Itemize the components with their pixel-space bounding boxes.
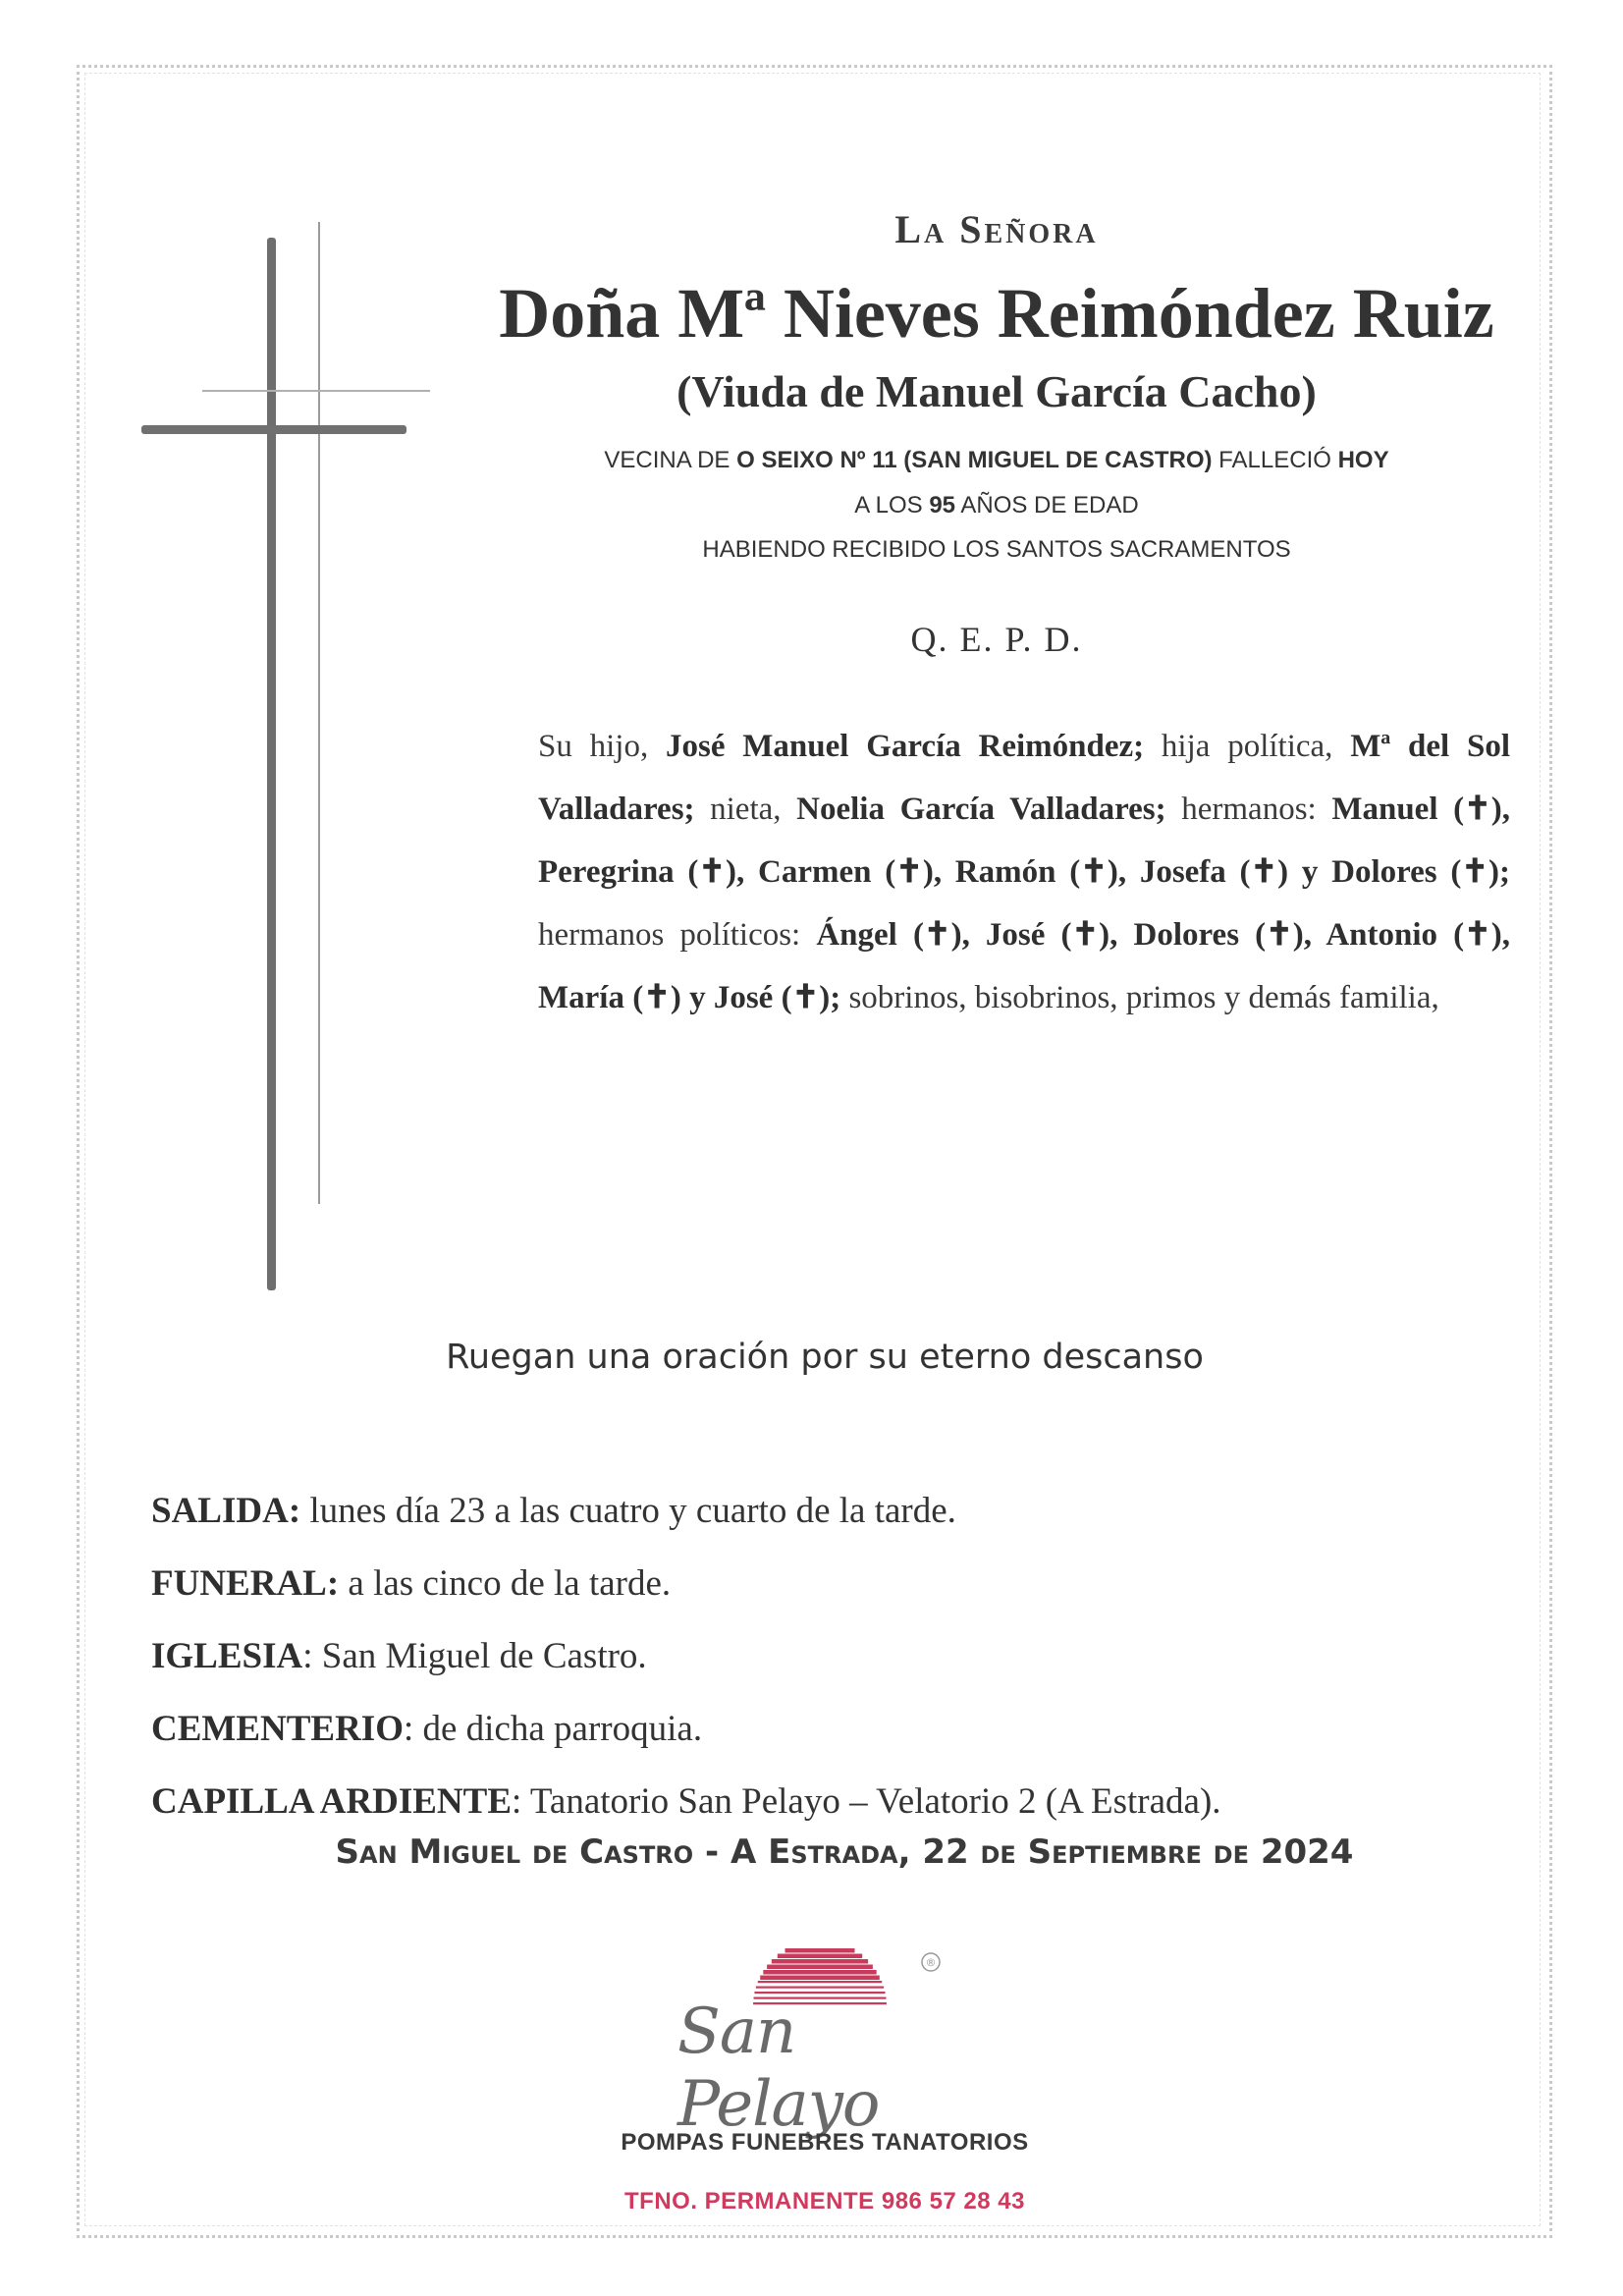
detail-label: CEMENTERIO	[151, 1709, 404, 1749]
info-day: HOY	[1337, 447, 1389, 473]
detail-row	[151, 1475, 1526, 1548]
info-text: AÑOS DE EDAD	[955, 492, 1139, 519]
detail-value: : San Miguel de Castro.	[302, 1636, 647, 1676]
logo-stripe	[767, 1965, 873, 1970]
place-date: San Miguel de Castro - A Estrada, 22 de Septiembre de 2024	[335, 1832, 1354, 1872]
detail-value: : de dicha parroquia.	[403, 1709, 703, 1749]
family-text: nieta,	[694, 792, 797, 827]
info-line-sacraments: HABIENDO RECIBIDO LOS SANTOS SACRAMENTOS	[702, 536, 1291, 563]
detail-label: SALIDA:	[151, 1491, 301, 1531]
detail-value: a las cinco de la tarde.	[339, 1563, 672, 1604]
info-text: A LOS	[854, 492, 930, 519]
info-line-residence	[471, 447, 1522, 474]
logo-stripe	[754, 1992, 885, 1994]
family-name: José Manuel García Reimóndez;	[666, 729, 1145, 764]
family-name: Noelia García Valladares;	[796, 792, 1166, 827]
family-name: Manuel (✝), Peregrina (✝), Carmen (✝), Ramón (✝), Josefa (✝) y Dolores (✝);	[538, 792, 1510, 890]
logo-stripe	[763, 1970, 876, 1975]
phone-line: TFNO. PERMANENTE 986 57 28 43	[624, 2188, 1025, 2214]
prayer-request: Ruegan una oración por su eterno descanso	[446, 1338, 1204, 1377]
detail-row	[151, 1693, 1526, 1766]
widow-of: (Viuda de Manuel García Cacho)	[676, 366, 1317, 416]
info-text: FALLECIÓ	[1212, 447, 1338, 473]
qepd: Q. E. P. D.	[910, 620, 1083, 659]
service-details	[151, 1475, 1526, 1838]
deceased-name: Doña Mª Nieves Reimóndez Ruiz	[499, 274, 1494, 353]
logo-wordmark: San Pelayo	[677, 1995, 880, 2141]
detail-row	[151, 1766, 1526, 1838]
family-name: Ángel (✝), José (✝), Dolores (✝), Antonio (✝), María (✝) y José (✝);	[538, 917, 1510, 1015]
logo-stripe	[785, 1948, 855, 1953]
info-line-age	[471, 492, 1522, 519]
detail-row	[151, 1620, 1526, 1693]
family-paragraph	[538, 715, 1510, 1029]
registered-mark: ®	[925, 1956, 937, 1969]
detail-label: CAPILLA ARDIENTE	[151, 1781, 513, 1822]
logo-stripe	[756, 1987, 884, 1989]
family-text: hermanos:	[1165, 792, 1332, 827]
detail-value: : Tanatorio San Pelayo – Velatorio 2 (A Estrada).	[512, 1781, 1221, 1822]
logo-stripe	[772, 1959, 868, 1964]
family-name: Mª del Sol Valladares;	[538, 729, 1510, 827]
detail-label: IGLESIA	[151, 1636, 303, 1676]
family-text: hija política,	[1144, 729, 1351, 764]
logo-stripe	[760, 1976, 880, 1981]
logo-stripe	[758, 1981, 882, 1983]
family-text: sobrinos, bisobrinos, primos y demás familia,	[840, 980, 1439, 1015]
logo-stripe	[778, 1954, 862, 1959]
family-text: Su hijo,	[538, 729, 666, 764]
info-text: VECINA DE	[604, 447, 737, 473]
family-text: hermanos políticos:	[538, 917, 817, 953]
info-address: O SEIXO Nº 11 (SAN MIGUEL DE CASTRO)	[736, 447, 1213, 473]
title: La Señora	[894, 207, 1099, 251]
san-pelayo-logo	[648, 1944, 962, 2141]
services-line: POMPAS FUNEBRES TANATORIOS	[621, 2129, 1029, 2156]
detail-row	[151, 1548, 1526, 1620]
detail-label: FUNERAL:	[151, 1563, 340, 1604]
detail-value: lunes día 23 a las cuatro y cuarto de la tarde.	[300, 1491, 956, 1531]
info-age: 95	[929, 492, 956, 519]
